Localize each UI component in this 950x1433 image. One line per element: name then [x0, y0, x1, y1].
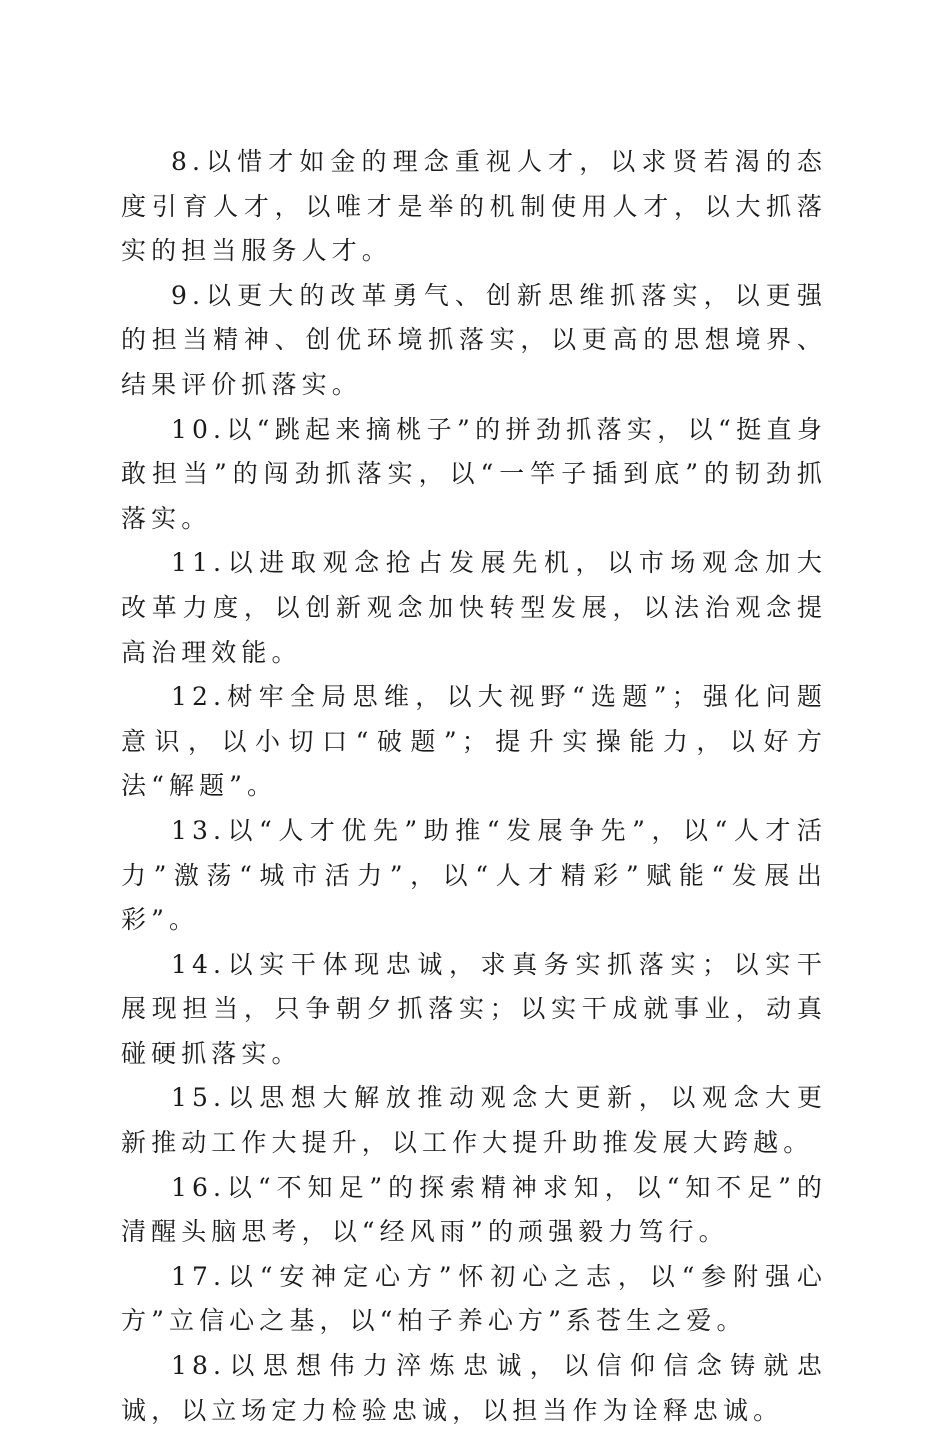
list-item: 11.以进取观念抢占发展先机，以市场观念加大改革力度，以创新观念加快转型发展，以法治观念提高治理效能。 [121, 548, 827, 667]
list-item: 10.以“跳起来摘桃子”的拼劲抓落实，以“挺直身敢担当”的闯劲抓落实，以“一竿子插到底”的韧劲抓落实。 [121, 414, 827, 533]
list-item: 12.树牢全局思维，以大视野“选题”；强化问题意识，以小切口“破题”；提升实操能力，以好方法“解题”。 [121, 682, 827, 801]
list-item: 9.以更大的改革勇气、创新思维抓落实，以更强的担当精神、创优环境抓落实，以更高的思想境界、结果评价抓落实。 [121, 280, 827, 399]
list-item: 18.以思想伟力淬炼忠诚，以信仰信念铸就忠诚，以立场定力检验忠诚，以担当作为诠释忠诚。 [121, 1351, 827, 1425]
list-item: 16.以“不知足”的探索精神求知，以“知不足”的清醒头脑思考，以“经风雨”的顽强毅力笃行。 [121, 1172, 827, 1247]
document-body [121, 140, 827, 1433]
list-item: 15.以思想大解放推动观念大更新，以观念大更新推动工作大提升，以工作大提升助推发展大跨越。 [121, 1083, 827, 1158]
list-item: 14.以实干体现忠诚，求真务实抓落实；以实干展现担当，只争朝夕抓落实；以实干成就事业，动真碰硬抓落实。 [121, 949, 827, 1068]
list-item: 8.以惜才如金的理念重视人才，以求贤若渴的态度引育人才，以唯才是举的机制使用人才，以大抓落实的担当服务人才。 [121, 147, 827, 266]
list-item: 17.以“安神定心方”怀初心之志，以“参附强心方”立信心之基，以“柏子养心方”系苍生之爱。 [121, 1261, 827, 1336]
list-item: 13.以“人才优先”助推“发展争先”，以“人才活力”激荡“城市活力”，以“人才精彩”赋能“发展出彩”。 [121, 815, 827, 935]
